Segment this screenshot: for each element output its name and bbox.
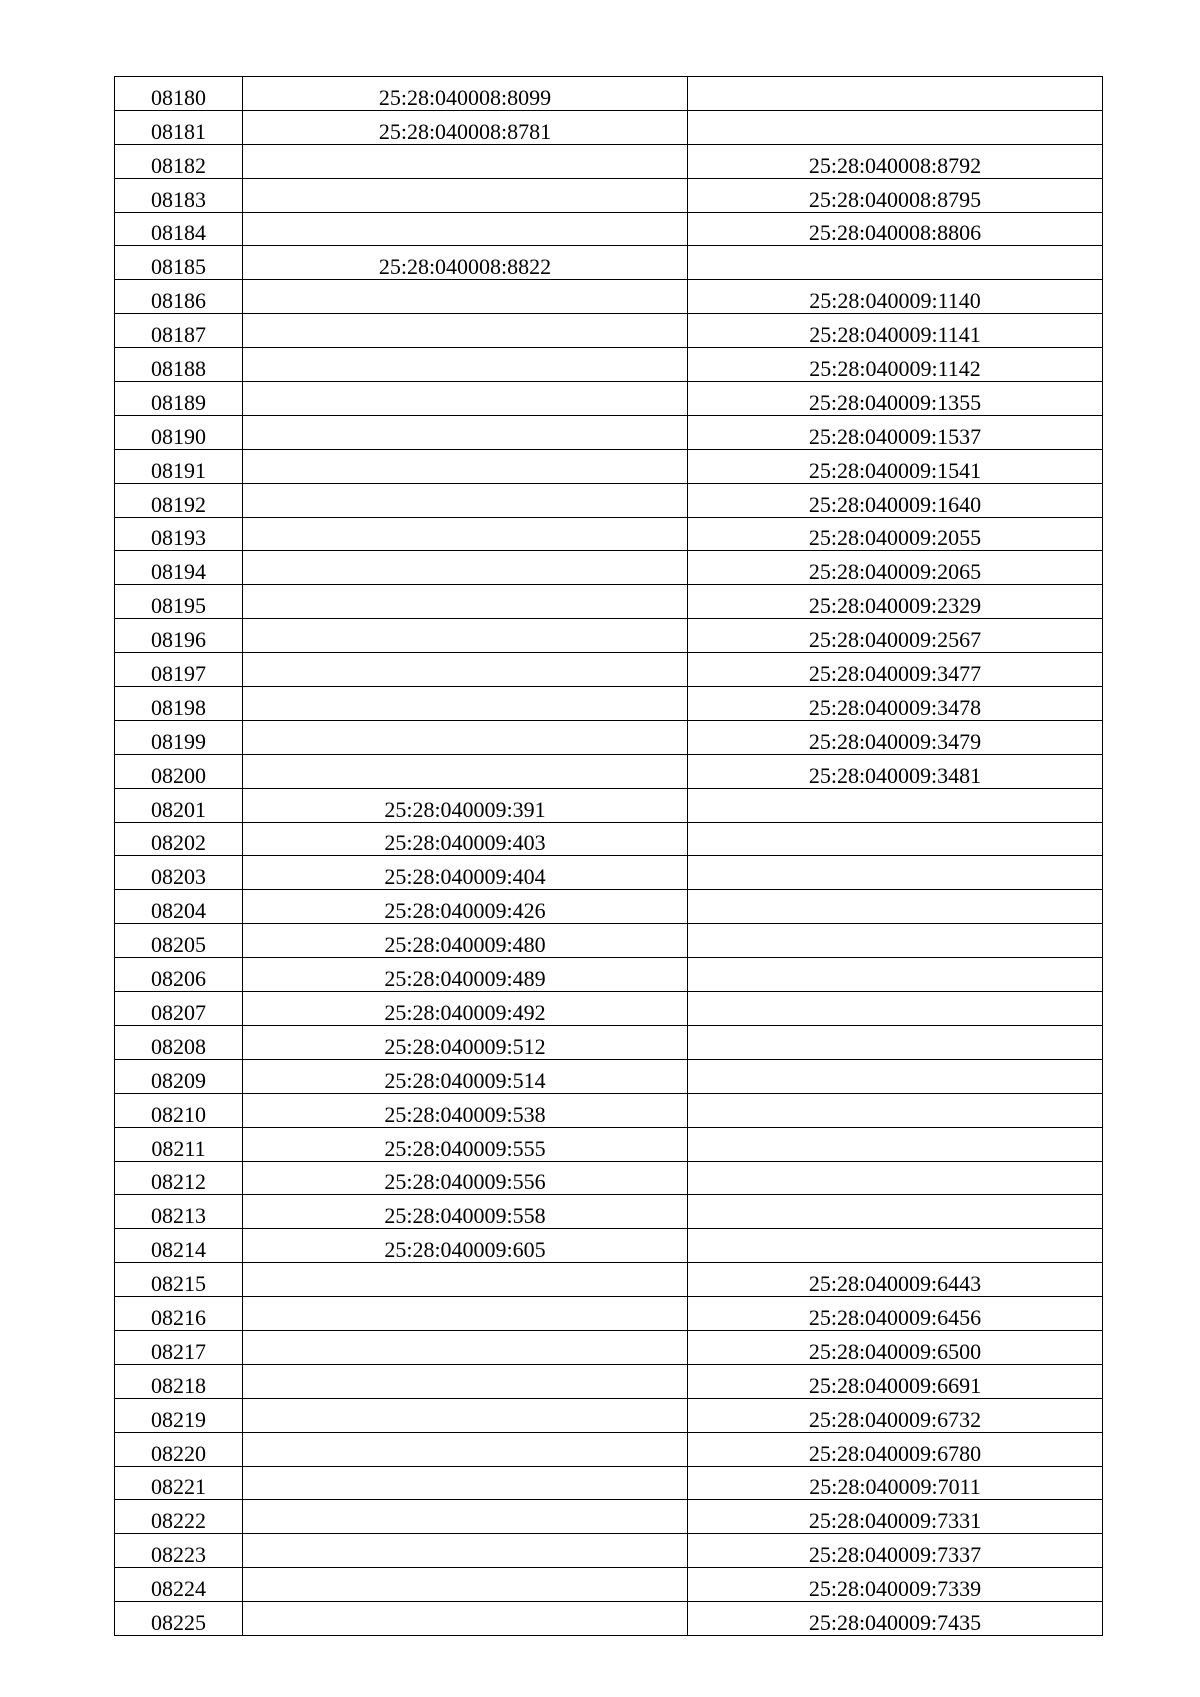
row-number-cell-text: 08182: [151, 152, 206, 178]
row-number-cell-text: 08222: [151, 1508, 206, 1534]
cadastral-number-cell-a: [243, 1127, 688, 1161]
cadastral-number-cell-a-text: 25:28:040009:492: [384, 999, 546, 1025]
row-number-cell: [115, 1195, 243, 1229]
table-row: [115, 1297, 1103, 1331]
cadastral-number-cell-b-text: 25:28:040009:7435: [808, 1609, 982, 1635]
row-number-cell-text: 08197: [151, 661, 206, 687]
cadastral-number-cell-a: [243, 1466, 688, 1500]
table-row: [115, 585, 1103, 619]
row-number-cell: [115, 924, 243, 958]
cadastral-number-cell-b-text: 25:28:040009:3478: [808, 694, 982, 720]
cadastral-number-cell-b-text: 25:28:040009:1541: [808, 457, 982, 483]
row-number-cell-text: 08191: [151, 457, 206, 483]
cadastral-number-cell-a-text: 25:28:040009:605: [384, 1237, 546, 1263]
cadastral-number-cell-a-text: 25:28:040009:489: [384, 966, 546, 992]
row-number-cell-text: 08221: [151, 1474, 206, 1500]
row-number-cell: [115, 1330, 243, 1364]
cadastral-number-cell-a: [243, 1297, 688, 1331]
cadastral-number-cell-b-text: 25:28:040009:3477: [808, 661, 982, 687]
cadastral-number-cell-b-text: 25:28:040009:6691: [808, 1372, 982, 1398]
row-number-cell-text: 08215: [151, 1271, 206, 1297]
cadastral-number-cell-b: [688, 1602, 1103, 1636]
cadastral-number-cell-a: [243, 551, 688, 585]
row-number-cell: [115, 382, 243, 416]
row-number-cell-text: 08209: [151, 1067, 206, 1093]
cadastral-number-cell-a-text: 25:28:040009:558: [384, 1203, 546, 1229]
cadastral-number-cell-a: [243, 449, 688, 483]
cadastral-table: [114, 76, 1103, 1636]
row-number-cell: [115, 720, 243, 754]
row-number-cell-text: 08225: [151, 1609, 206, 1635]
row-number-cell-text: 08194: [151, 559, 206, 585]
cadastral-number-cell-a: [243, 890, 688, 924]
cadastral-number-cell-b: [688, 1127, 1103, 1161]
table-row: [115, 653, 1103, 687]
cadastral-number-cell-b-text: 25:28:040009:6732: [808, 1406, 982, 1432]
cadastral-number-cell-b-text: 25:28:040008:8806: [808, 220, 982, 246]
table-row: [115, 1398, 1103, 1432]
table-row: [115, 1229, 1103, 1263]
cadastral-number-cell-b: [688, 314, 1103, 348]
cadastral-number-cell-b: [688, 1534, 1103, 1568]
row-number-cell: [115, 449, 243, 483]
table-row: [115, 890, 1103, 924]
row-number-cell: [115, 687, 243, 721]
cadastral-number-cell-a: [243, 517, 688, 551]
row-number-cell: [115, 822, 243, 856]
row-number-cell-text: 08199: [151, 728, 206, 754]
cadastral-number-cell-a: [243, 754, 688, 788]
cadastral-number-cell-b: [688, 77, 1103, 111]
row-number-cell: [115, 1466, 243, 1500]
cadastral-number-cell-a: [243, 110, 688, 144]
cadastral-number-cell-a: [243, 246, 688, 280]
table-row: [115, 483, 1103, 517]
cadastral-number-cell-b: [688, 178, 1103, 212]
cadastral-number-cell-a: [243, 1330, 688, 1364]
table-row: [115, 1127, 1103, 1161]
cadastral-number-cell-b: [688, 110, 1103, 144]
table-row: [115, 1568, 1103, 1602]
cadastral-number-cell-b: [688, 1297, 1103, 1331]
row-number-cell-text: 08224: [151, 1576, 206, 1602]
cadastral-number-cell-b: [688, 958, 1103, 992]
cadastral-number-cell-b: [688, 1059, 1103, 1093]
cadastral-number-cell-b: [688, 348, 1103, 382]
row-number-cell-text: 08217: [151, 1338, 206, 1364]
cadastral-number-cell-b: [688, 483, 1103, 517]
row-number-cell-text: 08206: [151, 966, 206, 992]
cadastral-number-cell-b: [688, 449, 1103, 483]
cadastral-number-cell-a: [243, 856, 688, 890]
cadastral-number-cell-b: [688, 585, 1103, 619]
table-row: [115, 415, 1103, 449]
row-number-cell: [115, 415, 243, 449]
row-number-cell-text: 08207: [151, 999, 206, 1025]
row-number-cell-text: 08189: [151, 389, 206, 415]
row-number-cell: [115, 348, 243, 382]
cadastral-number-cell-a: [243, 1263, 688, 1297]
row-number-cell: [115, 1161, 243, 1195]
table-row: [115, 720, 1103, 754]
cadastral-number-cell-b: [688, 280, 1103, 314]
cadastral-number-cell-a-text: 25:28:040008:8822: [378, 254, 552, 280]
row-number-cell: [115, 1059, 243, 1093]
cadastral-number-cell-a-text: 25:28:040009:555: [384, 1135, 546, 1161]
row-number-cell: [115, 1568, 243, 1602]
cadastral-number-cell-b: [688, 788, 1103, 822]
cadastral-number-cell-b: [688, 1398, 1103, 1432]
row-number-cell: [115, 483, 243, 517]
cadastral-number-cell-b: [688, 822, 1103, 856]
cadastral-number-cell-b-text: 25:28:040009:6500: [808, 1338, 982, 1364]
table-row: [115, 551, 1103, 585]
table-row: [115, 1195, 1103, 1229]
row-number-cell: [115, 890, 243, 924]
table-row: [115, 178, 1103, 212]
cadastral-number-cell-a: [243, 585, 688, 619]
cadastral-number-cell-b-text: 25:28:040009:3479: [808, 728, 982, 754]
table-row: [115, 77, 1103, 111]
cadastral-number-cell-a: [243, 788, 688, 822]
row-number-cell: [115, 280, 243, 314]
row-number-cell-text: 08208: [151, 1033, 206, 1059]
table-row: [115, 246, 1103, 280]
row-number-cell: [115, 1500, 243, 1534]
row-number-cell: [115, 110, 243, 144]
cadastral-number-cell-a: [243, 822, 688, 856]
cadastral-number-cell-a: [243, 1093, 688, 1127]
row-number-cell-text: 08218: [151, 1372, 206, 1398]
cadastral-number-cell-b: [688, 144, 1103, 178]
row-number-cell-text: 08196: [151, 627, 206, 653]
table-row: [115, 348, 1103, 382]
row-number-cell: [115, 212, 243, 246]
row-number-cell-text: 08202: [151, 830, 206, 856]
row-number-cell: [115, 1398, 243, 1432]
cadastral-number-cell-b: [688, 1568, 1103, 1602]
cadastral-number-cell-a-text: 25:28:040009:538: [384, 1101, 546, 1127]
table-row: [115, 212, 1103, 246]
cadastral-number-cell-b-text: 25:28:040009:1142: [809, 356, 981, 382]
row-number-cell-text: 08205: [151, 932, 206, 958]
table-row: [115, 687, 1103, 721]
row-number-cell-text: 08180: [151, 84, 206, 110]
cadastral-number-cell-a: [243, 619, 688, 653]
table-row: [115, 992, 1103, 1026]
table-row: [115, 1466, 1103, 1500]
cadastral-number-cell-a: [243, 1229, 688, 1263]
cadastral-number-cell-b-text: 25:28:040009:7331: [808, 1508, 982, 1534]
cadastral-number-cell-a-text: 25:28:040009:512: [384, 1033, 546, 1059]
cadastral-number-cell-b: [688, 1263, 1103, 1297]
cadastral-number-cell-a: [243, 653, 688, 687]
cadastral-number-cell-b-text: 25:28:040009:7337: [808, 1542, 982, 1568]
row-number-cell: [115, 788, 243, 822]
cadastral-number-cell-a: [243, 1025, 688, 1059]
cadastral-number-cell-b-text: 25:28:040009:6780: [808, 1440, 982, 1466]
row-number-cell: [115, 178, 243, 212]
cadastral-number-cell-b-text: 25:28:040009:1640: [808, 491, 982, 517]
cadastral-number-cell-a-text: 25:28:040009:403: [384, 830, 546, 856]
cadastral-number-cell-a: [243, 1398, 688, 1432]
cadastral-number-cell-b-text: 25:28:040009:2329: [808, 593, 982, 619]
cadastral-number-cell-b-text: 25:28:040009:1140: [809, 288, 981, 314]
cadastral-number-cell-a: [243, 144, 688, 178]
row-number-cell-text: 08181: [151, 118, 206, 144]
cadastral-number-cell-b: [688, 1466, 1103, 1500]
cadastral-number-cell-a-text: 25:28:040009:391: [384, 796, 546, 822]
row-number-cell: [115, 856, 243, 890]
table-row: [115, 822, 1103, 856]
row-number-cell-text: 08223: [151, 1542, 206, 1568]
row-number-cell-text: 08192: [151, 491, 206, 517]
cadastral-number-cell-a: [243, 958, 688, 992]
cadastral-number-cell-b-text: 25:28:040008:8792: [808, 152, 982, 178]
cadastral-number-cell-a: [243, 348, 688, 382]
table-row: [115, 1330, 1103, 1364]
table-row: [115, 1025, 1103, 1059]
cadastral-number-cell-b: [688, 1330, 1103, 1364]
cadastral-number-cell-a: [243, 1602, 688, 1636]
cadastral-number-cell-a-text: 25:28:040009:514: [384, 1067, 546, 1093]
row-number-cell-text: 08200: [151, 762, 206, 788]
cadastral-number-cell-a: [243, 687, 688, 721]
cadastral-number-cell-a-text: 25:28:040009:426: [384, 898, 546, 924]
cadastral-number-cell-a: [243, 1568, 688, 1602]
table-row: [115, 1093, 1103, 1127]
cadastral-number-cell-a: [243, 1500, 688, 1534]
row-number-cell-text: 08201: [151, 796, 206, 822]
cadastral-number-cell-b: [688, 551, 1103, 585]
cadastral-number-cell-a: [243, 992, 688, 1026]
cadastral-number-cell-a-text: 25:28:040009:404: [384, 864, 546, 890]
cadastral-number-cell-a: [243, 924, 688, 958]
table-row: [115, 856, 1103, 890]
table-row: [115, 924, 1103, 958]
cadastral-number-cell-b-text: 25:28:040009:7011: [809, 1474, 981, 1500]
cadastral-number-cell-a: [243, 1195, 688, 1229]
row-number-cell-text: 08216: [151, 1304, 206, 1330]
cadastral-number-cell-a: [243, 1364, 688, 1398]
table-row: [115, 1500, 1103, 1534]
table-row: [115, 1059, 1103, 1093]
table-row: [115, 1263, 1103, 1297]
table-row: [115, 619, 1103, 653]
row-number-cell: [115, 517, 243, 551]
cadastral-number-cell-b-text: 25:28:040009:1355: [808, 389, 982, 415]
cadastral-number-cell-b-text: 25:28:040009:7339: [808, 1576, 982, 1602]
row-number-cell: [115, 1229, 243, 1263]
cadastral-number-cell-b: [688, 1229, 1103, 1263]
row-number-cell: [115, 958, 243, 992]
row-number-cell-text: 08213: [151, 1203, 206, 1229]
row-number-cell: [115, 585, 243, 619]
cadastral-number-cell-b: [688, 382, 1103, 416]
cadastral-number-cell-b: [688, 1364, 1103, 1398]
row-number-cell-text: 08185: [151, 254, 206, 280]
row-number-cell: [115, 551, 243, 585]
cadastral-number-cell-b: [688, 754, 1103, 788]
cadastral-number-cell-b-text: 25:28:040009:6443: [808, 1271, 982, 1297]
row-number-cell-text: 08187: [151, 322, 206, 348]
cadastral-number-cell-b: [688, 619, 1103, 653]
row-number-cell: [115, 314, 243, 348]
row-number-cell-text: 08220: [151, 1440, 206, 1466]
cadastral-number-cell-b-text: 25:28:040009:1537: [808, 423, 982, 449]
table-row: [115, 1602, 1103, 1636]
cadastral-number-cell-b: [688, 415, 1103, 449]
cadastral-number-cell-b: [688, 517, 1103, 551]
cadastral-number-cell-a: [243, 483, 688, 517]
cadastral-number-cell-b: [688, 924, 1103, 958]
cadastral-number-cell-b: [688, 246, 1103, 280]
cadastral-number-cell-b-text: 25:28:040009:2065: [808, 559, 982, 585]
row-number-cell-text: 08188: [151, 356, 206, 382]
cadastral-number-cell-b: [688, 992, 1103, 1026]
table-row: [115, 517, 1103, 551]
row-number-cell: [115, 992, 243, 1026]
row-number-cell-text: 08211: [151, 1135, 206, 1161]
cadastral-number-cell-a: [243, 1161, 688, 1195]
row-number-cell: [115, 1093, 243, 1127]
row-number-cell: [115, 619, 243, 653]
cadastral-number-cell-a-text: 25:28:040009:480: [384, 932, 546, 958]
cadastral-number-cell-b-text: 25:28:040009:6456: [808, 1304, 982, 1330]
row-number-cell-text: 08184: [151, 220, 206, 246]
row-number-cell-text: 08212: [151, 1169, 206, 1195]
row-number-cell-text: 08204: [151, 898, 206, 924]
cadastral-number-cell-b: [688, 212, 1103, 246]
cadastral-number-cell-b: [688, 1093, 1103, 1127]
cadastral-number-cell-b-text: 25:28:040009:2055: [808, 525, 982, 551]
table-row: [115, 754, 1103, 788]
row-number-cell-text: 08193: [151, 525, 206, 551]
row-number-cell: [115, 1297, 243, 1331]
row-number-cell: [115, 1432, 243, 1466]
row-number-cell: [115, 1534, 243, 1568]
row-number-cell-text: 08198: [151, 694, 206, 720]
row-number-cell-text: 08214: [151, 1237, 206, 1263]
table-row: [115, 1534, 1103, 1568]
cadastral-number-cell-b: [688, 1500, 1103, 1534]
cadastral-number-cell-b: [688, 1195, 1103, 1229]
row-number-cell-text: 08195: [151, 593, 206, 619]
cadastral-number-cell-b-text: 25:28:040009:2567: [808, 627, 982, 653]
cadastral-number-cell-a: [243, 280, 688, 314]
cadastral-number-cell-a: [243, 1059, 688, 1093]
row-number-cell: [115, 1602, 243, 1636]
row-number-cell-text: 08203: [151, 864, 206, 890]
row-number-cell: [115, 246, 243, 280]
cadastral-number-cell-a: [243, 178, 688, 212]
cadastral-number-cell-a: [243, 314, 688, 348]
row-number-cell: [115, 754, 243, 788]
row-number-cell: [115, 144, 243, 178]
table-row: [115, 1161, 1103, 1195]
table-row: [115, 314, 1103, 348]
cadastral-number-cell-a: [243, 415, 688, 449]
cadastral-number-cell-b-text: 25:28:040008:8795: [808, 186, 982, 212]
table-row: [115, 449, 1103, 483]
table-row: [115, 144, 1103, 178]
cadastral-number-cell-a: [243, 382, 688, 416]
cadastral-number-cell-a: [243, 1534, 688, 1568]
row-number-cell-text: 08210: [151, 1101, 206, 1127]
cadastral-number-cell-a: [243, 212, 688, 246]
table-row: [115, 382, 1103, 416]
row-number-cell-text: 08186: [151, 288, 206, 314]
cadastral-number-cell-a-text: 25:28:040009:556: [384, 1169, 546, 1195]
row-number-cell: [115, 1263, 243, 1297]
row-number-cell: [115, 1025, 243, 1059]
table-row: [115, 1432, 1103, 1466]
cadastral-number-cell-b-text: 25:28:040009:3481: [808, 762, 982, 788]
row-number-cell: [115, 77, 243, 111]
cadastral-number-cell-a: [243, 720, 688, 754]
cadastral-number-cell-b-text: 25:28:040009:1141: [809, 322, 981, 348]
table-row: [115, 788, 1103, 822]
cadastral-number-cell-b: [688, 687, 1103, 721]
cadastral-number-cell-b: [688, 856, 1103, 890]
row-number-cell: [115, 1127, 243, 1161]
row-number-cell-text: 08219: [151, 1406, 206, 1432]
row-number-cell: [115, 1364, 243, 1398]
cadastral-number-cell-b: [688, 890, 1103, 924]
table-row: [115, 1364, 1103, 1398]
cadastral-number-cell-a-text: 25:28:040008:8781: [378, 118, 552, 144]
cadastral-number-cell-b: [688, 653, 1103, 687]
row-number-cell-text: 08183: [151, 186, 206, 212]
cadastral-number-cell-b: [688, 1161, 1103, 1195]
cadastral-number-cell-a: [243, 1432, 688, 1466]
table-body: [115, 77, 1103, 1636]
row-number-cell-text: 08190: [151, 423, 206, 449]
cadastral-number-cell-a-text: 25:28:040008:8099: [378, 84, 552, 110]
table-row: [115, 958, 1103, 992]
row-number-cell: [115, 653, 243, 687]
cadastral-number-cell-a: [243, 77, 688, 111]
cadastral-number-cell-b: [688, 720, 1103, 754]
cadastral-number-cell-b: [688, 1432, 1103, 1466]
cadastral-number-cell-b: [688, 1025, 1103, 1059]
table-row: [115, 280, 1103, 314]
table-row: [115, 110, 1103, 144]
